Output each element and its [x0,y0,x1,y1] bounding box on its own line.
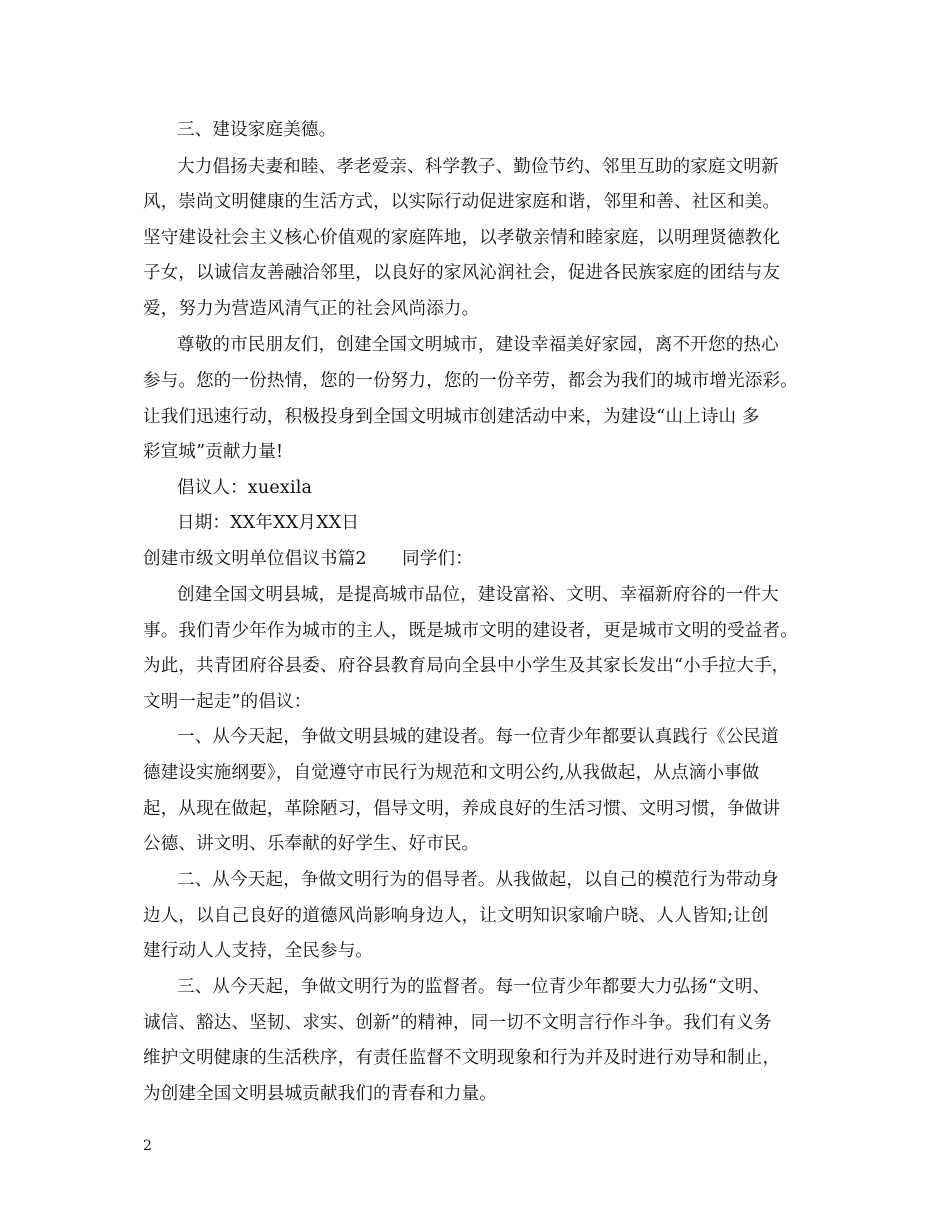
paragraph-line: 为创建全国文明县城贡献我们的青春和力量。 [143,1084,497,1104]
paragraph-line: 彩宣城”贡献力量! [143,442,284,462]
paragraph-line: 子女，以诚信友善融洽邻里，以良好的家风沁润社会，促进各民族家庭的团结与友 [143,263,781,283]
article-title: 创建市级文明单位倡议书篇2 同学们： [143,549,473,569]
paragraph-line: 建行动人人支持，全民参与。 [143,941,374,961]
paragraph-line: 大力倡扬夫妻和睦、孝老爱亲、科学教子、勤俭节约、邻里互助的家庭文明新 [177,157,779,177]
paragraph-line: 维护文明健康的生活秩序，有责任监督不文明现象和行为并及时进行劝导和制止， [143,1048,781,1068]
paragraph-line: 德建设实施纲要》，自觉遵守市民行为规范和文明公约,从我做起，从点滴小事做 [143,763,760,783]
paragraph-line: 坚守建设社会主义核心价值观的家庭阵地，以孝敬亲情和睦家庭，以明理贤德教化 [143,228,781,248]
section-heading: 三、建设家庭美德。 [177,120,337,140]
paragraph-line: 公德、讲文明、乐奉献的好学生、好市民。 [143,834,480,854]
paragraph-line: 起，从现在做起，革除陋习，倡导文明，养成良好的生活习惯、文明习惯，争做讲 [143,799,781,819]
paragraph-line: 尊敬的市民朋友们，创建全国文明城市，建设幸福美好家园，离不开您的热心 [177,335,779,355]
page-number: 2 [143,1138,152,1154]
paragraph-line: 爱，努力为营造风清气正的社会风尚添力。 [143,299,480,319]
paragraph-line: 二、从今天起，争做文明行为的倡导者。从我做起，以自己的模范行为带动身 [177,870,779,890]
paragraph-line: 参与。您的一份热情，您的一份努力，您的一份辛劳，都会为我们的城市增光添彩。 [143,371,798,391]
paragraph-line: 事。我们青少年作为城市的主人，既是城市文明的建设者，更是城市文明的受益者。 [143,621,798,641]
paragraph-line: 让我们迅速行动，积极投身到全国文明城市创建活动中来，为建设“山上诗山 多 [143,407,760,427]
paragraph-line: 三、从今天起，争做文明行为的监督者。每一位青少年都要大力弘扬“文明、 [177,977,771,997]
paragraph-line: 创建全国文明县城，是提高城市品位，建设富裕、文明、幸福新府谷的一件大 [177,585,779,605]
paragraph-line: 风，崇尚文明健康的生活方式，以实际行动促进家庭和谐，邻里和善、社区和美。 [143,192,781,212]
proposer-line: 倡议人：xuexila [177,478,313,498]
paragraph-line: 一、从今天起，争做文明县城的建设者。每一位青少年都要认真践行《公民道 [177,727,779,747]
paragraph-line: 边人，以自己良好的道德风尚影响身边人，让文明知识家喻户晓、人人皆知;让创 [143,906,769,926]
paragraph-line: 诚信、豁达、坚韧、求实、创新”的精神，同一切不文明言行作斗争。我们有义务 [143,1013,772,1033]
date-line: 日期：XX年XX月XX日 [177,513,360,533]
paragraph-line: 为此，共青团府谷县委、府谷县教育局向全县中小学生及其家长发出“小手拉大手， [143,656,790,676]
paragraph-line: 文明一起走”的倡议： [143,692,312,712]
